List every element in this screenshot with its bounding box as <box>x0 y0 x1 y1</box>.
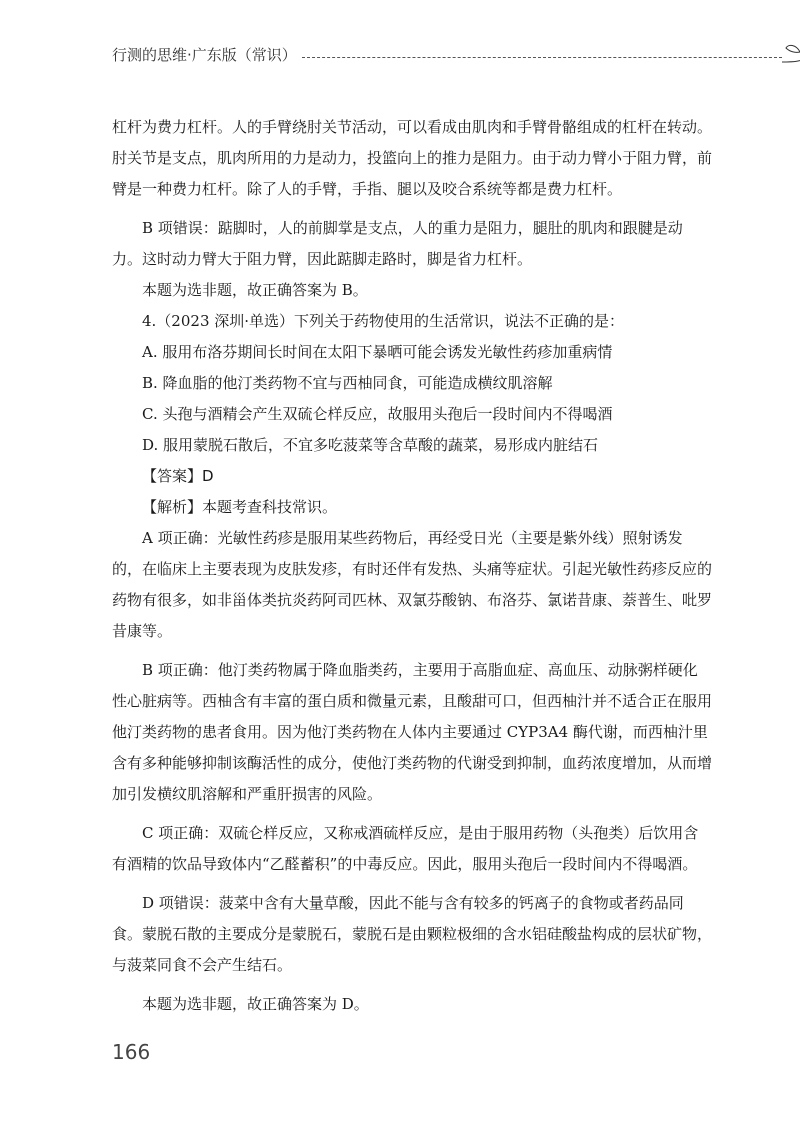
option-a: A. 服用布洛芬期间长时间在太阳下暴晒可能会诱发光敏性药疹加重病情 <box>142 343 613 361</box>
book-title: 行测的思维·广东版（常识） <box>112 46 297 64</box>
leaf-ornament-icon <box>780 38 800 68</box>
continued-paragraph: 杠杆为费力杠杆。人的手臂绕肘关节活动，可以看成由肌肉和手臂骨骼组成的杠杆在转动。肘关节是支点，肌肉所用的力是动力，投篮向上的推力是阻力。由于动力臂小于阻力臂，前臂是一种费力杠杆。除了人的手臂，手指、腿以及咬合系统等都是费力杠杆。 <box>112 118 713 198</box>
question-stem: 4.（2023 深圳·单选）下列关于药物使用的生活常识，说法不正确的是： <box>142 312 625 330</box>
final-answer: 本题为选非题，故正确答案为 D。 <box>142 995 369 1013</box>
answer-label: 【答案】D <box>142 467 214 485</box>
answer-conclusion: 本题为选非题，故正确答案为 B。 <box>142 281 368 299</box>
analysis-label: 【解析】本题考查科技常识。 <box>142 498 338 516</box>
option-d: D. 服用蒙脱石散后，不宜多吃菠菜等含草酸的蔬菜，易形成内脏结石 <box>142 436 599 454</box>
header-divider <box>302 57 782 58</box>
option-c-analysis: C 项正确：双硫仑样反应，又称戒酒硫样反应，是由于服用药物（头孢类）后饮用含有酒精的饮品导致体内“乙醛蓄积”的中毒反应。因此，服用头孢后一段时间内不得喝酒。 <box>112 824 699 873</box>
page-number: 166 <box>112 1040 151 1064</box>
option-b-explanation: B 项错误：踮脚时，人的前脚掌是支点，人的重力是阻力，腿肚的肌肉和跟腱是动力。这时动力臂大于阻力臂，因此踮脚走路时，脚是省力杠杆。 <box>112 219 683 268</box>
option-c: C. 头孢与酒精会产生双硫仑样反应，故服用头孢后一段时间内不得喝酒 <box>142 405 613 423</box>
page-body <box>112 112 712 1020</box>
option-b: B. 降血脂的他汀类药物不宜与西柚同食，可能造成横纹肌溶解 <box>142 374 553 392</box>
option-b-analysis: B 项正确：他汀类药物属于降血脂类药，主要用于高脂血症、高血压、动脉粥样硬化性心脏病等。西柚含有丰富的蛋白质和微量元素，且酸甜可口，但西柚汁并不适合正在服用他汀类药物的患者食用。因为他汀类药物在人体内主要通过 CYP3A4 酶代谢，而西柚汁里含有多种能够抑制该酶活性的成分，使他汀类药物的代谢受到抑制，血药浓度增加，从而增加引发横纹肌溶解和严重肝损害的风险。 <box>112 661 713 803</box>
running-header <box>112 38 712 72</box>
option-a-analysis: A 项正确：光敏性药疹是服用某些药物后，再经受日光（主要是紫外线）照射诱发的，在临床上主要表现为皮肤发疹，有时还伴有发热、头痛等症状。引起光敏性药疹反应的药物有很多，如非甾体类抗炎药阿司匹林、双氯芬酸钠、布洛芬、氯诺昔康、萘普生、吡罗昔康等。 <box>112 529 713 640</box>
option-d-analysis: D 项错误：菠菜中含有大量草酸，因此不能与含有较多的钙离子的食物或者药品同食。蒙脱石散的主要成分是蒙脱石，蒙脱石是由颗粒极细的含水铝硅酸盐构成的层状矿物，与菠菜同食不会产生结石。 <box>112 894 713 974</box>
